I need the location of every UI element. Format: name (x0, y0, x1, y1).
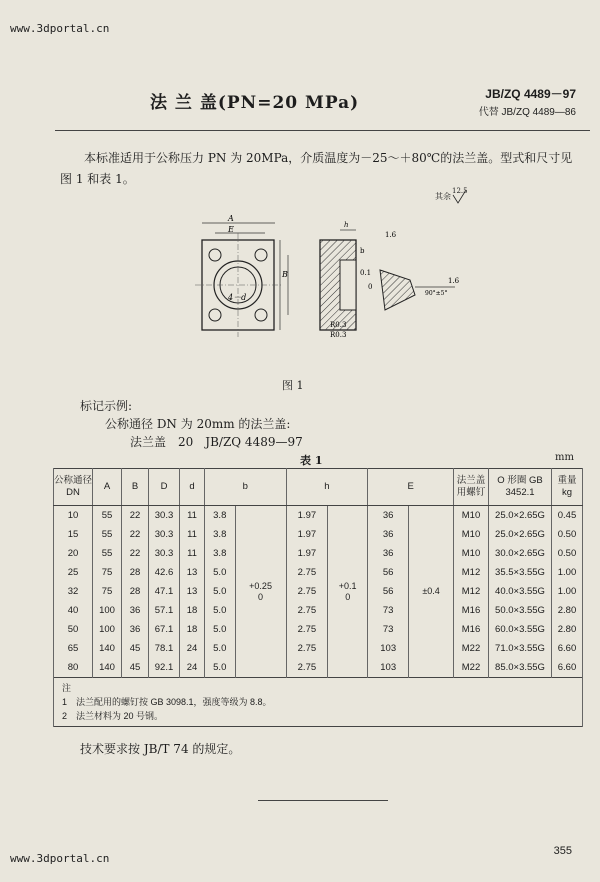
cell-B: 45 (122, 658, 149, 678)
cell-b: 5.0 (205, 658, 236, 678)
page-title: 法 兰 盖(PN=20 MPa) (150, 93, 360, 113)
cell-h: 2.75 (286, 639, 328, 658)
table-row (54, 506, 583, 526)
table-row (54, 544, 583, 563)
col-B: B (122, 469, 149, 506)
cell-B: 36 (122, 620, 149, 639)
cell-weight: 6.60 (552, 639, 583, 658)
cell-h: 2.75 (286, 601, 328, 620)
col-oring: O 形圈 GB 3452.1 (489, 469, 552, 506)
radius-label-2: R0.3 (330, 331, 347, 339)
cell-A: 55 (93, 525, 122, 544)
roughness-1-6-label: 1.6 (385, 231, 397, 239)
cell-D: 78.1 (149, 639, 180, 658)
cell-dn: 65 (54, 639, 93, 658)
cell-b: 5.0 (205, 563, 236, 582)
cell-oring: 35.5×3.55G (489, 563, 552, 582)
cell-oring: 40.0×3.55G (489, 582, 552, 601)
cell-weight: 2.80 (552, 601, 583, 620)
cell-E: 36 (368, 525, 409, 544)
cell-b: 5.0 (205, 582, 236, 601)
dim-h-label: h (344, 221, 349, 229)
cell-d: 24 (180, 639, 205, 658)
cell-E: 73 (368, 601, 409, 620)
dim-d-label: 4－d (228, 293, 247, 302)
cell-weight: 0.50 (552, 544, 583, 563)
cell-oring: 50.0×3.55G (489, 601, 552, 620)
cell-oring: 25.0×2.65G (489, 525, 552, 544)
notes-title: 注 (62, 683, 72, 693)
cell-D: 47.1 (149, 582, 180, 601)
cell-dn: 80 (54, 658, 93, 678)
dim-0-label: 0 (368, 283, 373, 291)
dimensions-table (53, 468, 583, 727)
cell-dn: 15 (54, 525, 93, 544)
cell-weight: 0.50 (552, 525, 583, 544)
watermark-bottom: www.3dportal.cn (10, 852, 110, 865)
col-dn: 公称通径 DN (54, 469, 93, 506)
note-1: 1 法兰配用的螺钉按 GB 3098.1，强度等级为 8.8。 (62, 697, 272, 707)
cell-weight: 6.60 (552, 658, 583, 678)
footer-rule (258, 800, 388, 801)
cell-D: 30.3 (149, 544, 180, 563)
cell-B: 36 (122, 601, 149, 620)
cell-h: 2.75 (286, 658, 328, 678)
cell-oring: 71.0×3.55G (489, 639, 552, 658)
cell-A: 140 (93, 639, 122, 658)
col-d: d (180, 469, 205, 506)
cell-dn: 25 (54, 563, 93, 582)
cell-D: 67.1 (149, 620, 180, 639)
cell-B: 28 (122, 563, 149, 582)
cell-D: 30.3 (149, 525, 180, 544)
cell-b: 5.0 (205, 601, 236, 620)
cell-d: 13 (180, 563, 205, 582)
cell-bolt: M12 (454, 582, 489, 601)
table-unit: mm (555, 452, 574, 463)
cell-bolt: M16 (454, 620, 489, 639)
cell-h: 2.75 (286, 582, 328, 601)
figure-1-drawing (180, 185, 480, 375)
rest-roughness-label: 其余 (435, 192, 451, 201)
cell-oring: 85.0×3.55G (489, 658, 552, 678)
dim-B-label: B (282, 270, 288, 279)
table-row (54, 601, 583, 620)
cell-A: 75 (93, 582, 122, 601)
cell-d: 18 (180, 620, 205, 639)
table-row (54, 658, 583, 678)
cell-D: 92.1 (149, 658, 180, 678)
table-row (54, 582, 583, 601)
cell-E: 103 (368, 639, 409, 658)
roughness-1-6-label-b: 1.6 (448, 277, 460, 285)
cell-D: 30.3 (149, 506, 180, 526)
figure-caption: 图 1 (282, 379, 304, 392)
example-line-2: 法兰盖 20 JB/ZQ 4489—97 (130, 435, 303, 449)
cell-A: 140 (93, 658, 122, 678)
cell-weight: 1.00 (552, 563, 583, 582)
cell-A: 100 (93, 620, 122, 639)
header-rule (55, 130, 590, 131)
cell-A: 55 (93, 544, 122, 563)
table-row (54, 563, 583, 582)
standard-number: JB/ZQ 4489－97 (485, 87, 576, 101)
cell-d: 24 (180, 658, 205, 678)
col-h: h (286, 469, 368, 506)
cell-oring: 30.0×2.65G (489, 544, 552, 563)
cell-dn: 40 (54, 601, 93, 620)
cell-bolt: M22 (454, 639, 489, 658)
cell-dn: 50 (54, 620, 93, 639)
cell-E: 73 (368, 620, 409, 639)
cell-E: 103 (368, 658, 409, 678)
cell-D: 57.1 (149, 601, 180, 620)
col-weight: 重量 kg (552, 469, 583, 506)
cell-B: 22 (122, 506, 149, 526)
cell-d: 13 (180, 582, 205, 601)
cell-oring: 60.0×3.55G (489, 620, 552, 639)
cell-B: 45 (122, 639, 149, 658)
cell-B: 22 (122, 525, 149, 544)
cell-weight: 0.45 (552, 506, 583, 526)
table-row (54, 620, 583, 639)
table-row (54, 525, 583, 544)
cell-A: 75 (93, 563, 122, 582)
table-title: 表 1 (300, 454, 323, 467)
tech-requirement: 技术要求按 JB/T 74 的规定。 (80, 742, 241, 756)
cell-bolt: M10 (454, 506, 489, 526)
dim-b-label: b (360, 247, 365, 255)
cell-h: 1.97 (286, 544, 328, 563)
cell-dn: 32 (54, 582, 93, 601)
cell-h: 1.97 (286, 525, 328, 544)
note-2: 2 法兰材料为 20 号钢。 (62, 711, 164, 721)
dim-A-label: A (228, 214, 234, 223)
notes-cell (54, 678, 583, 727)
cell-E: 36 (368, 506, 409, 526)
cell-weight: 1.00 (552, 582, 583, 601)
cell-E: 56 (368, 582, 409, 601)
page-number: 355 (553, 845, 572, 857)
cell-h-tolerance: +0.1 0 (328, 506, 368, 678)
cell-b: 3.8 (205, 544, 236, 563)
cell-b: 3.8 (205, 506, 236, 526)
cell-D: 42.6 (149, 563, 180, 582)
cell-bolt: M10 (454, 544, 489, 563)
col-A: A (93, 469, 122, 506)
cell-d: 18 (180, 601, 205, 620)
cell-b-tolerance: +0.25 0 (235, 506, 286, 678)
cell-b: 5.0 (205, 639, 236, 658)
cell-b: 5.0 (205, 620, 236, 639)
notes-row (54, 678, 583, 727)
cell-E-tolerance: ±0.4 (409, 506, 454, 678)
radius-label-1: R0.3 (330, 321, 347, 329)
intro-paragraph: 本标准适用于公称压力 PN 为 20MPa，介质温度为－25～＋80℃的法兰盖。型式和尺寸见图 1 和表 1。 (60, 151, 573, 186)
dim-01-label: 0.1 (360, 269, 372, 277)
cell-A: 55 (93, 506, 122, 526)
example-heading: 标记示例: (80, 399, 133, 413)
col-bolt: 法兰盖用螺钉 (454, 469, 489, 506)
col-b: b (205, 469, 287, 506)
replaces-standard: 代替 JB/ZQ 4489—86 (478, 107, 576, 118)
cell-bolt: M12 (454, 563, 489, 582)
cell-dn: 10 (54, 506, 93, 526)
rest-roughness-value: 12.5 (452, 187, 468, 195)
cell-dn: 20 (54, 544, 93, 563)
cell-b: 3.8 (205, 525, 236, 544)
cell-h: 2.75 (286, 620, 328, 639)
col-D: D (149, 469, 180, 506)
cell-E: 36 (368, 544, 409, 563)
dim-E-label: E (228, 225, 234, 234)
cell-bolt: M16 (454, 601, 489, 620)
cell-h: 2.75 (286, 563, 328, 582)
cell-bolt: M10 (454, 525, 489, 544)
col-E: E (368, 469, 454, 506)
example-line-1: 公称通径 DN 为 20mm 的法兰盖: (105, 417, 291, 431)
cell-A: 100 (93, 601, 122, 620)
cell-B: 22 (122, 544, 149, 563)
cell-d: 11 (180, 544, 205, 563)
watermark-top: www.3dportal.cn (10, 22, 110, 35)
cell-bolt: M22 (454, 658, 489, 678)
cell-oring: 25.0×2.65G (489, 506, 552, 526)
table-header-row (54, 469, 583, 506)
angle-label: 90°±5° (425, 290, 448, 297)
cell-d: 11 (180, 525, 205, 544)
cell-d: 11 (180, 506, 205, 526)
cell-E: 56 (368, 563, 409, 582)
table-row (54, 639, 583, 658)
cell-h: 1.97 (286, 506, 328, 526)
cell-B: 28 (122, 582, 149, 601)
cell-weight: 2.80 (552, 620, 583, 639)
